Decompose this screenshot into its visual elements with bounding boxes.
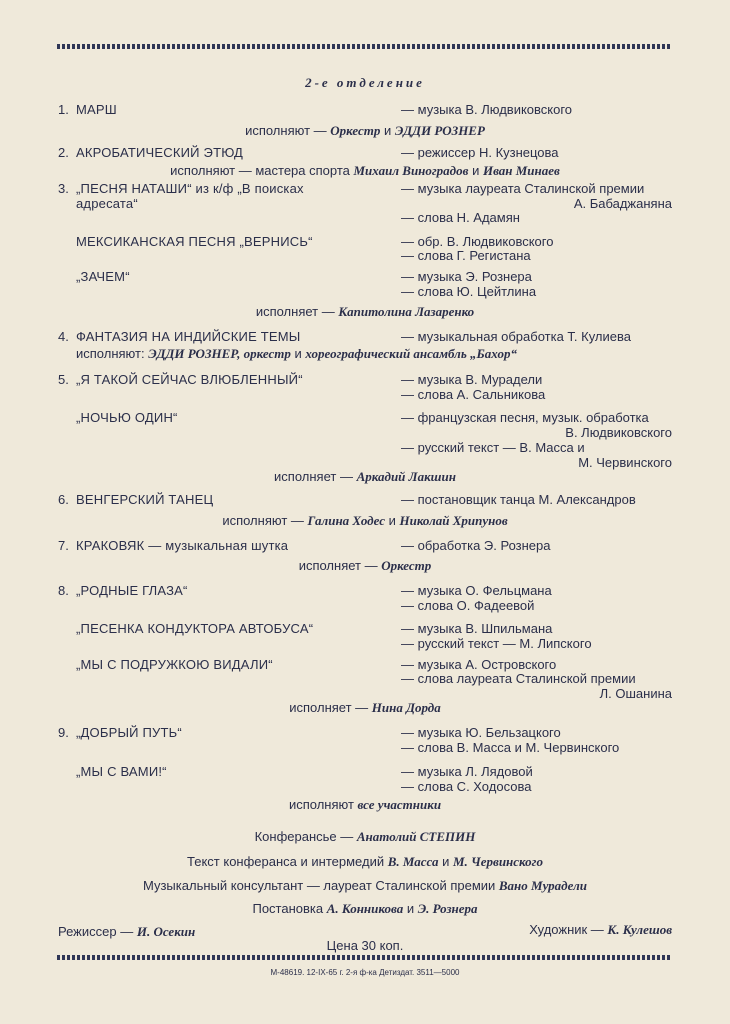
price: Цена 30 коп. [326,938,404,953]
item-credit: — французская песня, музык. обработка [401,410,649,425]
item-credit: — русский текст — В. Масса и [401,440,585,455]
item-credit: Л. Ошанина [599,686,672,701]
item-credit: — обработка Э. Рознера [401,538,551,553]
performers-line: исполняет — Капитолина Лазаренко [255,304,475,319]
item-credit: — слова А. Сальникова [401,387,546,402]
item-credit: М. Червинского [578,455,672,470]
conferencier-credit: Конферансье — Анатолий СТЕПИН [254,829,476,844]
item-title: „ПЕСНЯ НАТАШИ“ из к/ф „В поисках [76,181,304,196]
item-credit: — режиссер Н. Кузнецова [401,145,559,160]
staging-credit: Постановка А. Конникова и Э. Рознера [252,901,478,916]
item-number: 7. [58,538,69,553]
item-title: ФАНТАЗИЯ НА ИНДИЙСКИЕ ТЕМЫ [76,329,301,344]
item-credit: — слова Н. Адамян [401,210,520,225]
item-credit: — музыка В. Мурадели [401,372,543,387]
item-number: 8. [58,583,69,598]
item-title: МЕКСИКАНСКАЯ ПЕСНЯ „ВЕРНИСЬ“ [76,234,313,249]
item-credit: — слова Г. Регистана [401,248,531,263]
item-number: 6. [58,492,69,507]
item-credit: А. Бабаджаняна [573,196,672,211]
item-number: 2. [58,145,69,160]
item-title: „МЫ С ВАМИ!“ [76,764,167,779]
item-credit: — музыка О. Фельцмана [401,583,552,598]
performers-line: исполняют — Оркестр и ЭДДИ РОЗНЕР [245,123,485,138]
section-title: 2-е отделение [305,75,425,90]
item-title: „ПЕСЕНКА КОНДУКТОРА АВТОБУСА“ [76,621,314,636]
item-credit: — музыка Ю. Бельзацкого [401,725,561,740]
text-credit: Текст конферанса и интермедий В. Масса и М. Червинского [187,854,543,869]
performers-line: исполняет — Аркадий Лакшин [274,469,456,484]
imprint: М-48619. 12-IX-65 г. 2-я ф-ка Детиздат. 3511—5000 [270,968,460,977]
item-title: АКРОБАТИЧЕСКИЙ ЭТЮД [76,145,243,160]
item-credit: — обр. В. Людвиковского [401,234,554,249]
item-credit: — слова Ю. Цейтлина [401,284,537,299]
item-title: „Я ТАКОЙ СЕЙЧАС ВЛЮБЛЕННЫЙ“ [76,372,303,387]
item-credit: — постановщик танца М. Александров [401,492,636,507]
top-dotted-rule [57,44,671,49]
item-title: „НОЧЬЮ ОДИН“ [76,410,178,425]
director-credit: Режиссер — И. Осекин [58,924,196,939]
item-title: „РОДНЫЕ ГЛАЗА“ [76,583,188,598]
item-credit: — музыка Л. Лядовой [401,764,533,779]
item-credit: — музыка Э. Рознера [401,269,532,284]
item-credit: В. Людвиковского [565,425,672,440]
item-title: МАРШ [76,102,117,117]
item-title: „МЫ С ПОДРУЖКОЮ ВИДАЛИ“ [76,657,273,672]
artist-credit: Художник — К. Кулешов [529,922,672,937]
item-credit: — музыка лауреата Сталинской премии [401,181,645,196]
item-number: 9. [58,725,69,740]
item-credit: — музыка А. Островского [401,657,557,672]
item-credit: — слова В. Масса и М. Червинского [401,740,620,755]
item-credit: — музыка В. Шпильмана [401,621,553,636]
item-title: „ЗАЧЕМ“ [76,269,130,284]
music-consultant-credit: Музыкальный консультант — лауреат Сталинской премии Вано Мурадели [143,878,587,893]
item-credit: — слова С. Ходосова [401,779,532,794]
performers-line: исполняют — мастера спорта Михаил Виноградов и Иван Минаев [170,163,560,178]
item-credit: — музыка В. Людвиковского [401,102,573,117]
item-credit: — слова лауреата Сталинской премии [401,671,636,686]
item-number: 1. [58,102,69,117]
item-credit: — русский текст — М. Липского [401,636,592,651]
item-title: „ДОБРЫЙ ПУТЬ“ [76,725,182,740]
item-credit: — слова О. Фадеевой [401,598,535,613]
performers-line: исполняет — Нина Дорда [289,700,441,715]
item-number: 4. [58,329,69,344]
performers-line: исполняют: ЭДДИ РОЗНЕР, оркестр и хореографический ансамбль „Бахор“ [76,346,517,361]
performers-line: исполняют — Галина Ходес и Николай Хрипунов [222,513,508,528]
item-credit: — музыкальная обработка Т. Кулиева [401,329,631,344]
item-number: 5. [58,372,69,387]
performers-line: исполняет — Оркестр [298,558,432,573]
item-title: КРАКОВЯК — музыкальная шутка [76,538,289,553]
item-title-cont: адресата“ [76,196,138,211]
bottom-dotted-rule [57,955,671,960]
performers-line: исполняют все участники [288,797,442,812]
item-title: ВЕНГЕРСКИЙ ТАНЕЦ [76,492,214,507]
item-number: 3. [58,181,69,196]
